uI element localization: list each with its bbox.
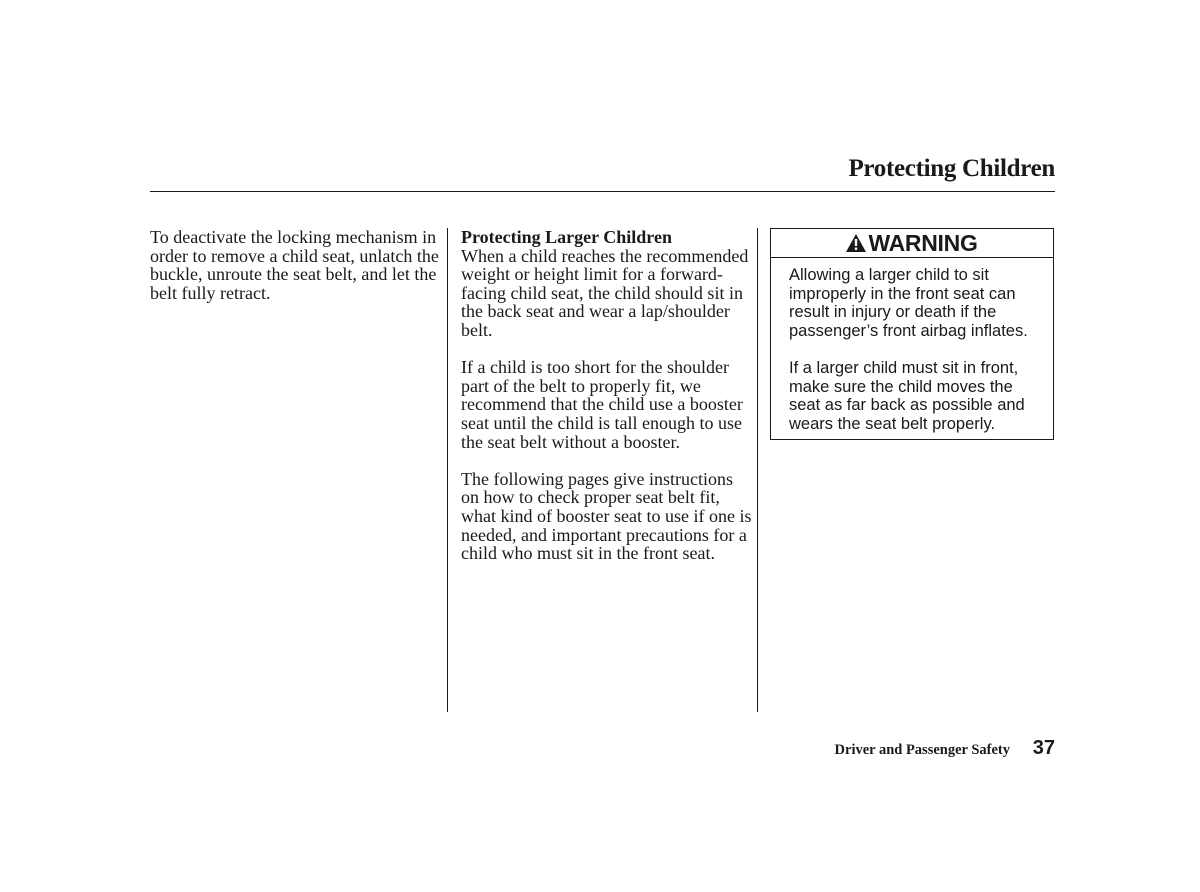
- column-divider-right: [757, 228, 758, 712]
- warning-paragraph-2: If a larger child must sit in front, make sure the child moves the seat as far back as possible and wears the seat belt properly.: [789, 358, 1025, 433]
- page-title: Protecting Children: [848, 155, 1055, 182]
- warning-body: [771, 258, 1053, 433]
- middle-paragraph-3: The following pages give instructions on how to check proper seat belt fit, what kind of booster seat to use if one is needed, and important precautions for a child who must sit in the front seat.: [461, 468, 752, 564]
- header-divider: [150, 191, 1055, 192]
- section-heading: Protecting Larger Children: [461, 227, 672, 247]
- warning-paragraph-1: Allowing a larger child to sit improperly in the front seat can result in injury or death if the passenger’s front airbag inflates.: [789, 266, 1028, 340]
- left-column: [150, 228, 440, 321]
- column-divider-left: [447, 228, 448, 712]
- warning-triangle-icon: [846, 234, 866, 252]
- left-paragraph: To deactivate the locking mechanism in order to remove a child seat, unlatch the buckle, unroute the seat belt, and let the belt fully retract.: [150, 227, 439, 303]
- middle-paragraph-1: When a child reaches the recommended weight or height limit for a forward-facing child seat, the child should sit in the back seat and wear a lap/shoulder belt.: [461, 245, 749, 340]
- footer-section-title: Driver and Passenger Safety: [834, 742, 1010, 758]
- middle-column: [461, 228, 753, 581]
- middle-paragraph-2: If a child is too short for the shoulder part of the belt to properly fit, we recommend that the child use a booster seat until the child is tall enough to use the seat belt without a booster.: [461, 357, 743, 452]
- page-number: 37: [1032, 737, 1055, 759]
- warning-header: [771, 229, 1053, 258]
- warning-box: [770, 228, 1054, 440]
- warning-label: WARNING: [868, 229, 978, 256]
